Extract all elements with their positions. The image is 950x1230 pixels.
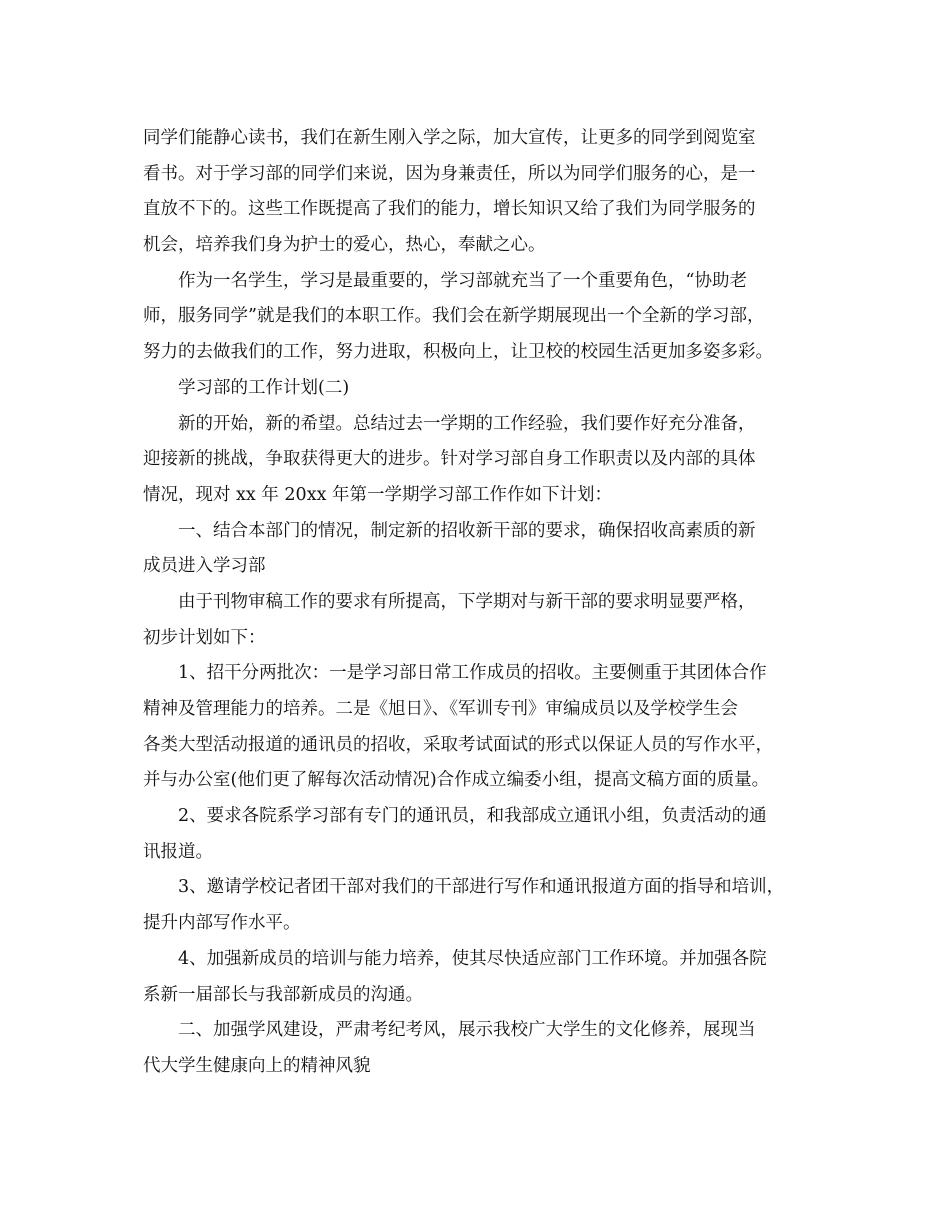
text-line: 作为一名学生，学习是最重要的，学习部就充当了一个重要角色，“协助老 bbox=[178, 270, 747, 291]
text-line: 讯报道。 bbox=[143, 841, 213, 862]
text-line: 并与办公室(他们更了解每次活动情况)合作成立编委小组，提高文稿方面的质量。 bbox=[143, 770, 770, 791]
text-line: 初步计划如下： bbox=[143, 627, 266, 648]
text-line: 新的开始，新的希望。总结过去一学期的工作经验，我们要作好充分准备， bbox=[178, 413, 756, 434]
text-line: 一、结合本部门的情况，制定新的招收新干部的要求，确保招收高素质的新 bbox=[178, 520, 756, 541]
document-body bbox=[143, 121, 823, 1085]
text-line: 机会，培养我们身为护士的爱心，热心，奉献之心。 bbox=[143, 235, 546, 256]
text-line: 看书。对于学习部的同学们来说，因为身兼责任，所以为同学们服务的心，是一 bbox=[143, 163, 756, 184]
text-line: 代大学生健康向上的精神风貌 bbox=[143, 1055, 371, 1076]
text-line: 3、邀请学校记者团干部对我们的干部进行写作和通讯报道方面的指导和培训， bbox=[178, 877, 785, 898]
text-line: 迎接新的挑战，争取获得更大的进步。针对学习部自身工作职责以及内部的具体 bbox=[143, 449, 756, 470]
text-line: 4、加强新成员的培训与能力培养，使其尽快适应部门工作环境。并加强各院 bbox=[178, 948, 767, 969]
text-line: 2、要求各院系学习部有专门的通讯员，和我部成立通讯小组，负责活动的通 bbox=[178, 806, 767, 827]
text-line: 1、招干分两批次：一是学习部日常工作成员的招收。主要侧重于其团体合作 bbox=[178, 663, 767, 684]
text-line: 二、加强学风建设，严肃考纪考风，展示我校广大学生的文化修养，展现当 bbox=[178, 1020, 756, 1041]
text-line: 直放不下的。这些工作既提高了我们的能力，增长知识又给了我们为同学服务的 bbox=[143, 199, 756, 220]
text-line: 由于刊物审稿工作的要求有所提高，下学期对与新干部的要求明显要严格， bbox=[178, 591, 756, 612]
text-line: 提升内部写作水平。 bbox=[143, 913, 301, 934]
text-line: 各类大型活动报道的通讯员的招收，采取考试面试的形式以保证人员的写作水平， bbox=[143, 734, 773, 755]
text-line: 努力的去做我们的工作，努力进取，积极向上，让卫校的校园生活更加多姿多彩。 bbox=[143, 342, 773, 363]
text-line: 系新一届部长与我部新成员的沟通。 bbox=[143, 984, 423, 1005]
text-line: 师，服务同学”就是我们的本职工作。我们会在新学期展现出一个全新的学习部， bbox=[143, 306, 765, 327]
text-line: 精神及管理能力的培养。二是《旭日》、《军训专刊》审编成员以及学校学生会 bbox=[143, 699, 738, 719]
text-line: 成员进入学习部 bbox=[143, 556, 266, 577]
text-line: 同学们能静心读书，我们在新生刚入学之际，加大宣传，让更多的同学到阅览室 bbox=[143, 128, 756, 148]
text-line: 情况，现对 xx 年 20xx 年第一学期学习部工作作如下计划： bbox=[143, 484, 612, 505]
text-line: 学习部的工作计划(二) bbox=[178, 377, 350, 398]
